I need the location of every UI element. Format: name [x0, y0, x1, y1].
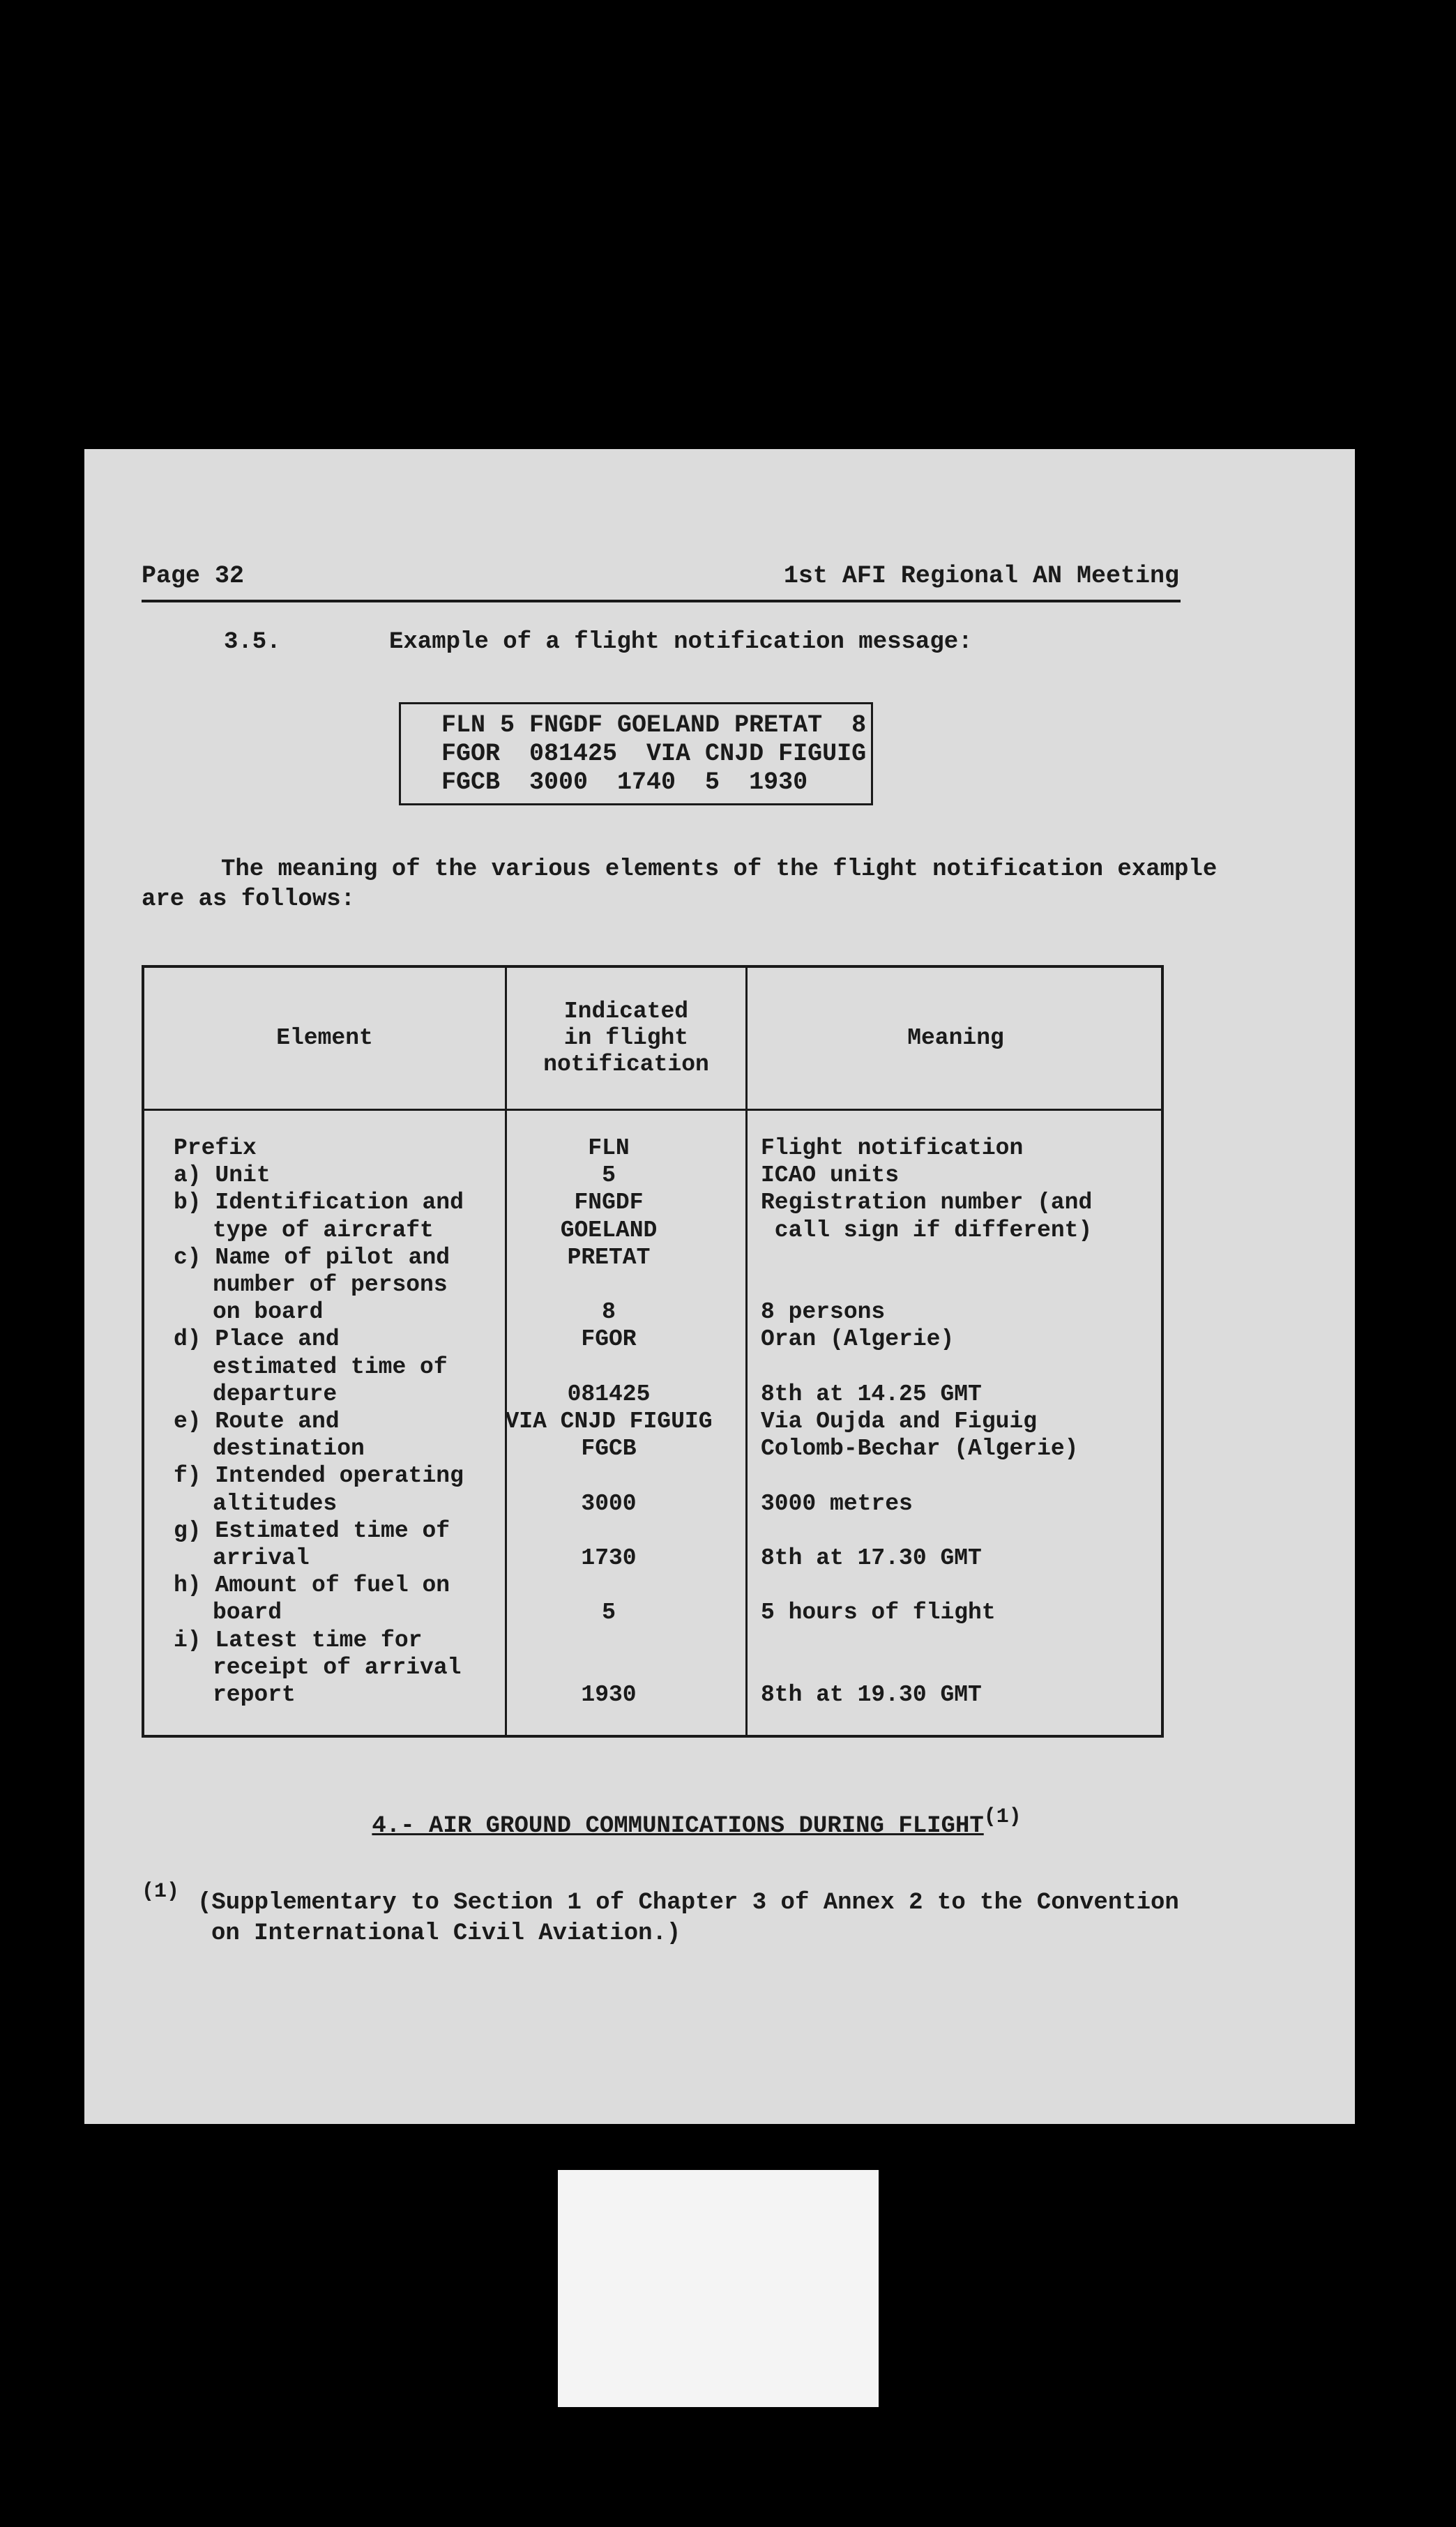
page-number: Page 32	[142, 562, 245, 590]
cell-element: a) Unit	[174, 1162, 271, 1189]
cell-indicated: 081425	[567, 1381, 651, 1407]
cell-element: d) Place and	[174, 1326, 340, 1353]
cell-element: i) Latest time for	[174, 1627, 423, 1653]
cell-element: board	[213, 1600, 282, 1626]
cell-element: h) Amount of fuel on	[174, 1572, 450, 1599]
cell-indicated: VIA CNJD FIGUIG	[505, 1409, 713, 1434]
column-divider	[745, 968, 748, 1735]
heading-footnote-marker: (1)	[983, 1805, 1022, 1829]
cell-indicated: FNGDF	[574, 1190, 644, 1216]
blank-card	[558, 2170, 879, 2407]
cell-meaning: 8 persons	[761, 1299, 886, 1326]
cell-indicated: 1930	[581, 1682, 637, 1708]
cell-element: b) Identification and	[174, 1190, 464, 1216]
cell-indicated: 8	[602, 1299, 616, 1326]
cell-element: destination	[213, 1436, 365, 1462]
header-rule	[142, 600, 1181, 602]
cell-indicated: 5	[602, 1600, 616, 1626]
section-title: Example of a flight notification message:	[389, 629, 973, 655]
meeting-title: 1st AFI Regional AN Meeting	[783, 562, 1179, 590]
cell-indicated: 5	[602, 1162, 616, 1189]
cell-meaning: 8th at 14.25 GMT	[761, 1381, 982, 1407]
cell-element: report	[213, 1682, 296, 1708]
message-line: FGOR 081425 VIA CNJD FIGUIG	[441, 740, 867, 768]
cell-indicated: 1730	[581, 1545, 637, 1571]
cell-meaning: Colomb-Bechar (Algerie)	[761, 1436, 1079, 1462]
cell-indicated: PRETAT	[567, 1244, 651, 1270]
cell-meaning: Oran (Algerie)	[761, 1326, 955, 1353]
cell-meaning: 5 hours of flight	[761, 1600, 996, 1626]
intro-line-1: The meaning of the various elements of the flight notification example	[221, 856, 1218, 883]
cell-meaning: call sign if different)	[761, 1217, 1093, 1243]
cell-meaning: ICAO units	[761, 1162, 900, 1189]
cell-element: estimated time of	[213, 1353, 448, 1380]
column-header-meaning: Meaning	[907, 1025, 1004, 1051]
cell-indicated: FGCB	[581, 1436, 637, 1462]
header-divider	[144, 1109, 1161, 1111]
cell-element: type of aircraft	[213, 1217, 434, 1243]
cell-element: receipt of arrival	[213, 1654, 462, 1680]
cell-meaning: 3000 metres	[761, 1490, 913, 1517]
cell-element: altitudes	[213, 1490, 338, 1517]
footnote-line-1: (Supplementary to Section 1 of Chapter 3 of Annex 2 to the Convention	[197, 1890, 1179, 1916]
column-header-indicated: Indicated in flight notification	[543, 999, 709, 1077]
next-section-heading-wrapper	[345, 1800, 1022, 1852]
cell-meaning: Via Oujda and Figuig	[761, 1409, 1038, 1434]
cell-element: f) Intended operating	[174, 1463, 464, 1489]
cell-indicated: FLN	[588, 1135, 630, 1161]
cell-element: e) Route and	[174, 1409, 340, 1434]
cell-element: on board	[213, 1299, 324, 1326]
cell-meaning: 8th at 19.30 GMT	[761, 1682, 982, 1708]
cell-meaning: Flight notification	[761, 1135, 1024, 1161]
cell-indicated: 3000	[581, 1490, 637, 1517]
footnote-line-2: on International Civil Aviation.)	[211, 1920, 681, 1947]
footnote-marker: (1)	[142, 1880, 180, 1904]
flight-notification-message	[399, 702, 873, 805]
cell-element: Prefix	[174, 1135, 257, 1161]
intro-line-2: are as follows:	[142, 886, 356, 913]
message-line: FGCB 3000 1740 5 1930	[441, 768, 808, 796]
cell-meaning: 8th at 17.30 GMT	[761, 1545, 982, 1571]
cell-indicated: FGOR	[581, 1326, 637, 1353]
cell-indicated: GOELAND	[560, 1217, 658, 1243]
document-page	[84, 449, 1355, 2124]
message-line: FLN 5 FNGDF GOELAND PRETAT 8	[441, 711, 867, 739]
cell-element: arrival	[213, 1545, 310, 1571]
column-header-element: Element	[276, 1025, 373, 1051]
cell-element: departure	[213, 1381, 338, 1407]
cell-element: g) Estimated time of	[174, 1517, 450, 1544]
elements-table	[142, 965, 1164, 1738]
section-number: 3.5.	[224, 629, 281, 655]
next-section-heading: 4.- AIR GROUND COMMUNICATIONS DURING FLIGHT	[372, 1813, 984, 1839]
cell-element: c) Name of pilot and	[174, 1244, 450, 1270]
cell-element: number of persons	[213, 1272, 448, 1298]
cell-meaning: Registration number (and	[761, 1190, 1093, 1216]
